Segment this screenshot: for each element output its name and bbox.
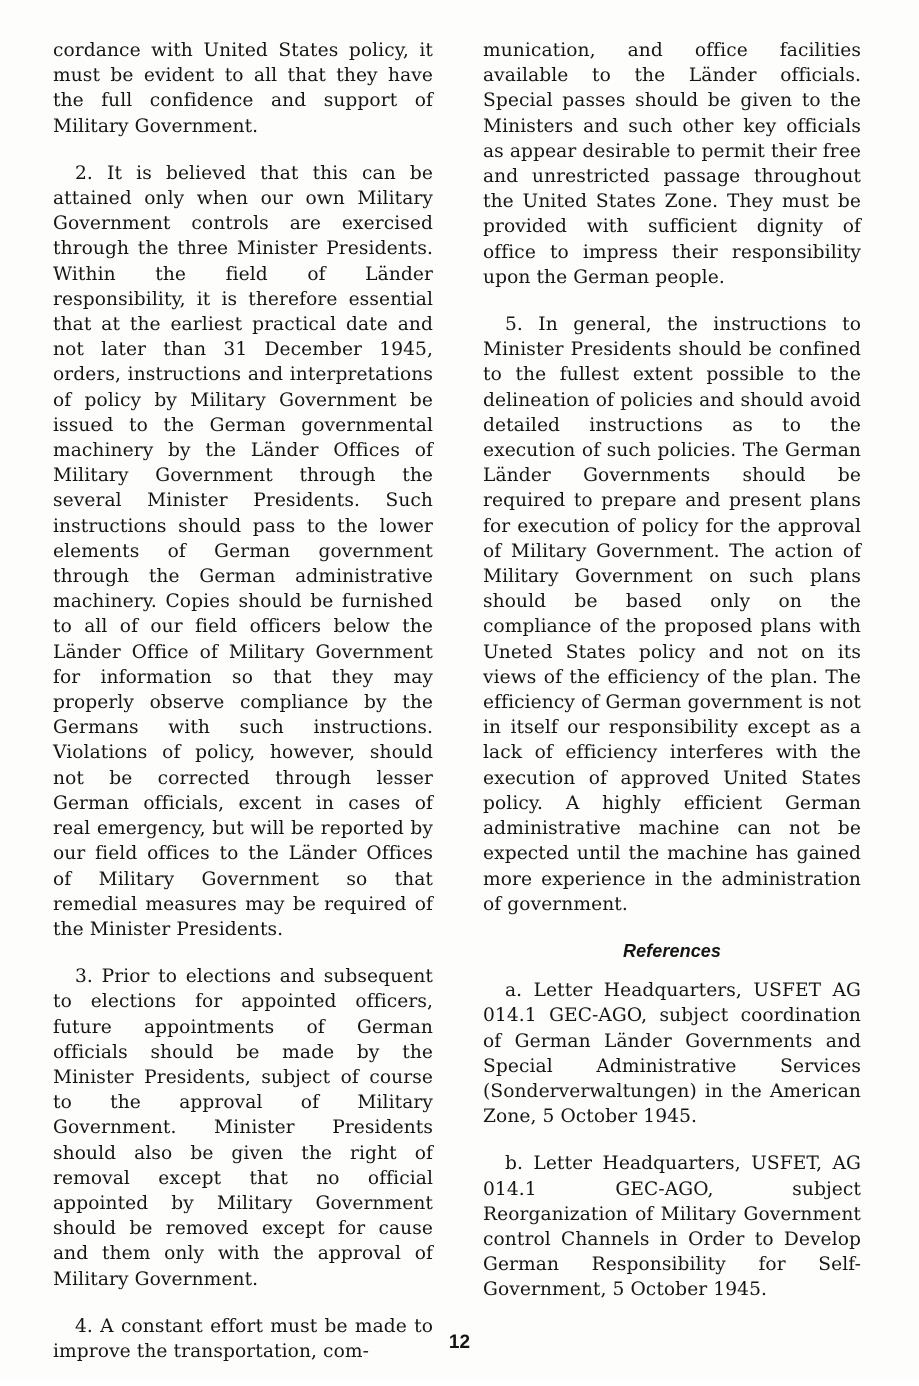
references-heading: References: [622, 940, 722, 961]
paragraph-3: 3. Prior to elections and subsequent to elections for appointed officers, future appointments of German officials should be made by the Minister Presidents, subject of course to the approval of Military Government. Minister Presidents should also be given the right of removal except that no official appointed by Military Government should be removed except for cause and them only with the approval of Military Government.: [53, 966, 433, 1290]
reference-a: a. Letter Headquarters, USFET AG 014.1 GEC-AGO, subject coordination of German Länder Governments and Special Administrative Services (Sonderverwaltungen) in the American Zone, 5 October 1945.: [483, 980, 861, 1128]
paragraph-4-continuation: munication, and office facilities available to the Länder officials. Special passes should be given to the Ministers and such other key officials as appear desirable to permit their free and unrestricted passage throughout the United States Zone. They must be provided with sufficient dignity of office to impress their responsibility upon the German people.: [483, 40, 861, 288]
paragraph-4: 4. A constant effort must be made to improve the transportation, com-: [53, 1315, 433, 1362]
paragraph-continuation: cordance with United States policy, it must be evident to all that they have the full confidence and support of Military Government.: [53, 40, 433, 137]
left-column: [53, 38, 433, 1386]
reference-b: b. Letter Headquarters, USFET, AG 014.1 GEC-AGO, subject Reorganization of Military Government control Channels in Order to Develop German Responsibility for Self-Government, 5 October 1945.: [483, 1153, 861, 1301]
right-column: [483, 38, 861, 1325]
page-number: 12: [448, 1332, 471, 1353]
paragraph-5: 5. In general, the instructions to Minister Presidents should be confined to the fullest extent possible to the delineation of policies and should avoid detailed instructions as to the execution of such policies. The German Länder Governments should be required to prepare and present plans for execution of policy for the approval of Military Government. The action of Military Government on such plans should be based only on the compliance of the proposed plans with Uneted States policy and not on its views of the efficiency of the plan. The efficiency of German government is not in itself our responsibility except as a lack of efficiency interferes with the execution of approved United States policy. A highly efficient German administrative machine can not be expected until the machine has gained more experience in the administration of government.: [483, 314, 861, 915]
paragraph-2: 2. It is believed that this can be attained only when our own Military Government controls are exercised through the three Minister Presidents. Within the field of Länder responsibility, it is therefore essential that at the earliest practical date and not later than 31 December 1945, orders, instructions and interpretations of policy by Military Government be issued to the German governmental machinery by the Länder Offices of Military Government through the several Minister Presidents. Such instructions should pass to the lower elements of German government through the German administrative machinery. Copies should be furnished to all of our field officers below the Länder Office of Military Government for information so that they may properly observe compliance by the Germans with such instructions. Violations of policy, however, should not be corrected through lesser German officials, excent in cases of real emergency, but will be reported by our field offices to the Länder Offices of Military Government so that remedial measures may be required of the Minister Presidents.: [53, 162, 433, 940]
